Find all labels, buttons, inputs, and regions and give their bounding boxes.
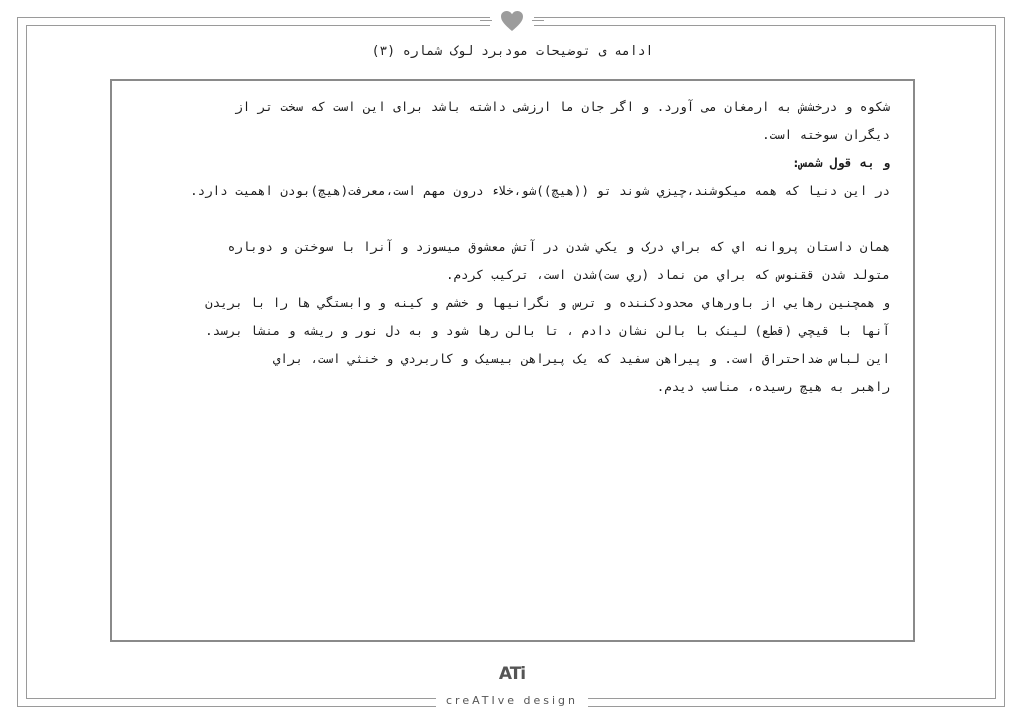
brand-logo-mark: ATi bbox=[498, 664, 526, 684]
text-line: متولد شدن ققنوس که براي من نماد (ري ست)شدن است، ترکیب کردم. bbox=[445, 267, 890, 282]
page-title: ادامه ی توضیحات مودبرد لوک شماره (۳) bbox=[371, 44, 654, 59]
border-ornament-left bbox=[480, 20, 492, 21]
text-line: شکوه و درخشش به ارمغان می آورد. و اگر جان ما ارزشی داشته باشد برای این است که سخت تر از bbox=[235, 99, 890, 114]
text-line: آنها با قیچي (قطع) لینک با بالن نشان دادم ، تا بالن رها شود و به دل نور و ریشه و منشا برسد. bbox=[205, 323, 890, 338]
text-line: همان داستان پروانه اي که براي درک و یکي شدن در آتش معشوق میسوزد و آنرا با سوختن و دوباره bbox=[227, 239, 890, 254]
heart-icon bbox=[500, 10, 524, 32]
text-line: دیگران سوخته است. bbox=[762, 127, 890, 142]
brand-logo-text: creATIve design bbox=[446, 694, 578, 707]
border-ornament-right bbox=[532, 20, 544, 21]
text-line: در این دنیا که همه میکوشند،چیزي شوند تو ((هیچ))شو،خلاء درون مهم است،معرفت(هیچ)بودن اهمیت دارد. bbox=[190, 183, 890, 198]
text-line: راهبر به هیچ رسیده، مناسب دیدم. bbox=[656, 379, 890, 394]
body-text bbox=[118, 93, 890, 401]
text-line: و همچنین رهایي از باورهاي محدودکننده و ترس و نگرانیها و خشم و کینه و وابستگي ها را با بریدن bbox=[205, 295, 890, 310]
text-line: و به قول شمس: bbox=[792, 155, 890, 170]
text-line: این لباس ضداحتراق است. و پیراهن سفید که یک پیراهن بیسیک و کاربردي و خنثي است، براي bbox=[272, 351, 890, 366]
paragraph-spacer bbox=[118, 205, 890, 233]
